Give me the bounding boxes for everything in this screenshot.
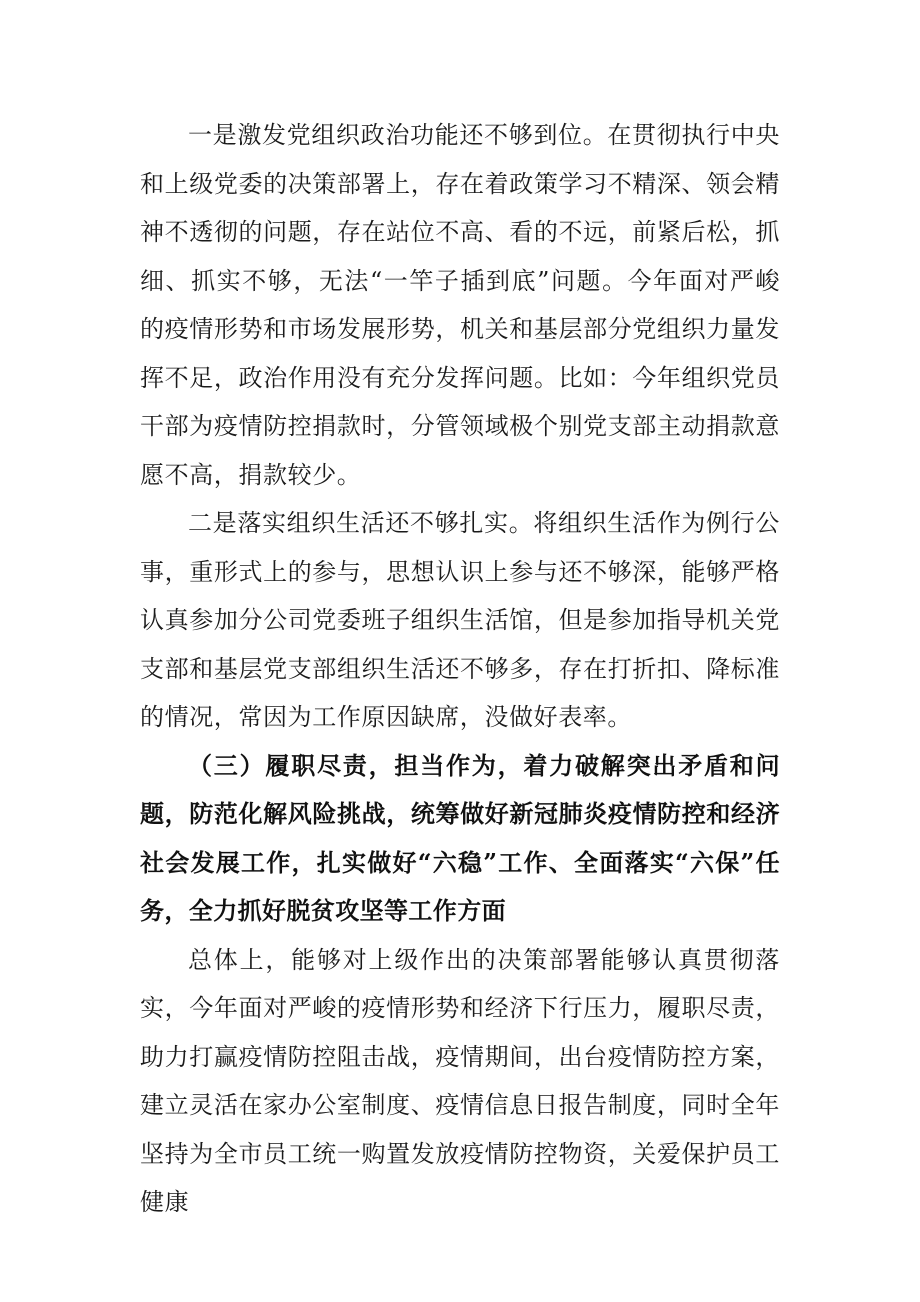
document-body xyxy=(140,111,780,1227)
paragraph-organization-life: 二是落实组织生活还不够扎实。将组织生活作为例行公事，重形式上的参与，思想认识上参与还不够深，能够严格认真参加分公司党委班子组织生活馆，但是参加指导机关党支部和基层党支部组织生活还不够多，存在打折扣、降标准的情况，常因为工作原因缺席，没做好表率。 xyxy=(140,509,780,731)
section-heading-duty-performance: （三）履职尽责，担当作为，着力破解突出矛盾和问题，防范化解风险挑战，统筹做好新冠肺炎疫情防控和经济社会发展工作，扎实做好“六稳”工作、全面落实“六保”任务，全力抓好脱贫攻坚等工作方面 xyxy=(140,750,780,925)
paragraph-overall-summary: 总体上，能够对上级作出的决策部署能够认真贯彻落实，今年面对严峻的疫情形势和经济下行压力，履职尽责，助力打赢疫情防控阻击战，疫情期间，出台疫情防控方案，建立灵活在家办公室制度、疫情信息日报告制度，同时全年坚持为全市员工统一购置发放疫情防控物资，关爱保护员工健康 xyxy=(140,945,780,1216)
paragraph-party-organization-function: 一是激发党组织政治功能还不够到位。在贯彻执行中央和上级党委的决策部署上，存在着政策学习不精深、领会精神不透彻的问题，存在站位不高、看的不远，前紧后松，抓细、抓实不够，无法“一竿子插到底”问题。今年面对严峻的疫情形势和市场发展形势，机关和基层部分党组织力量发挥不足，政治作用没有充分发挥问题。比如：今年组织党员干部为疫情防控捐款时，分管领域极个别党支部主动捐款意愿不高，捐款较少。 xyxy=(140,121,780,489)
